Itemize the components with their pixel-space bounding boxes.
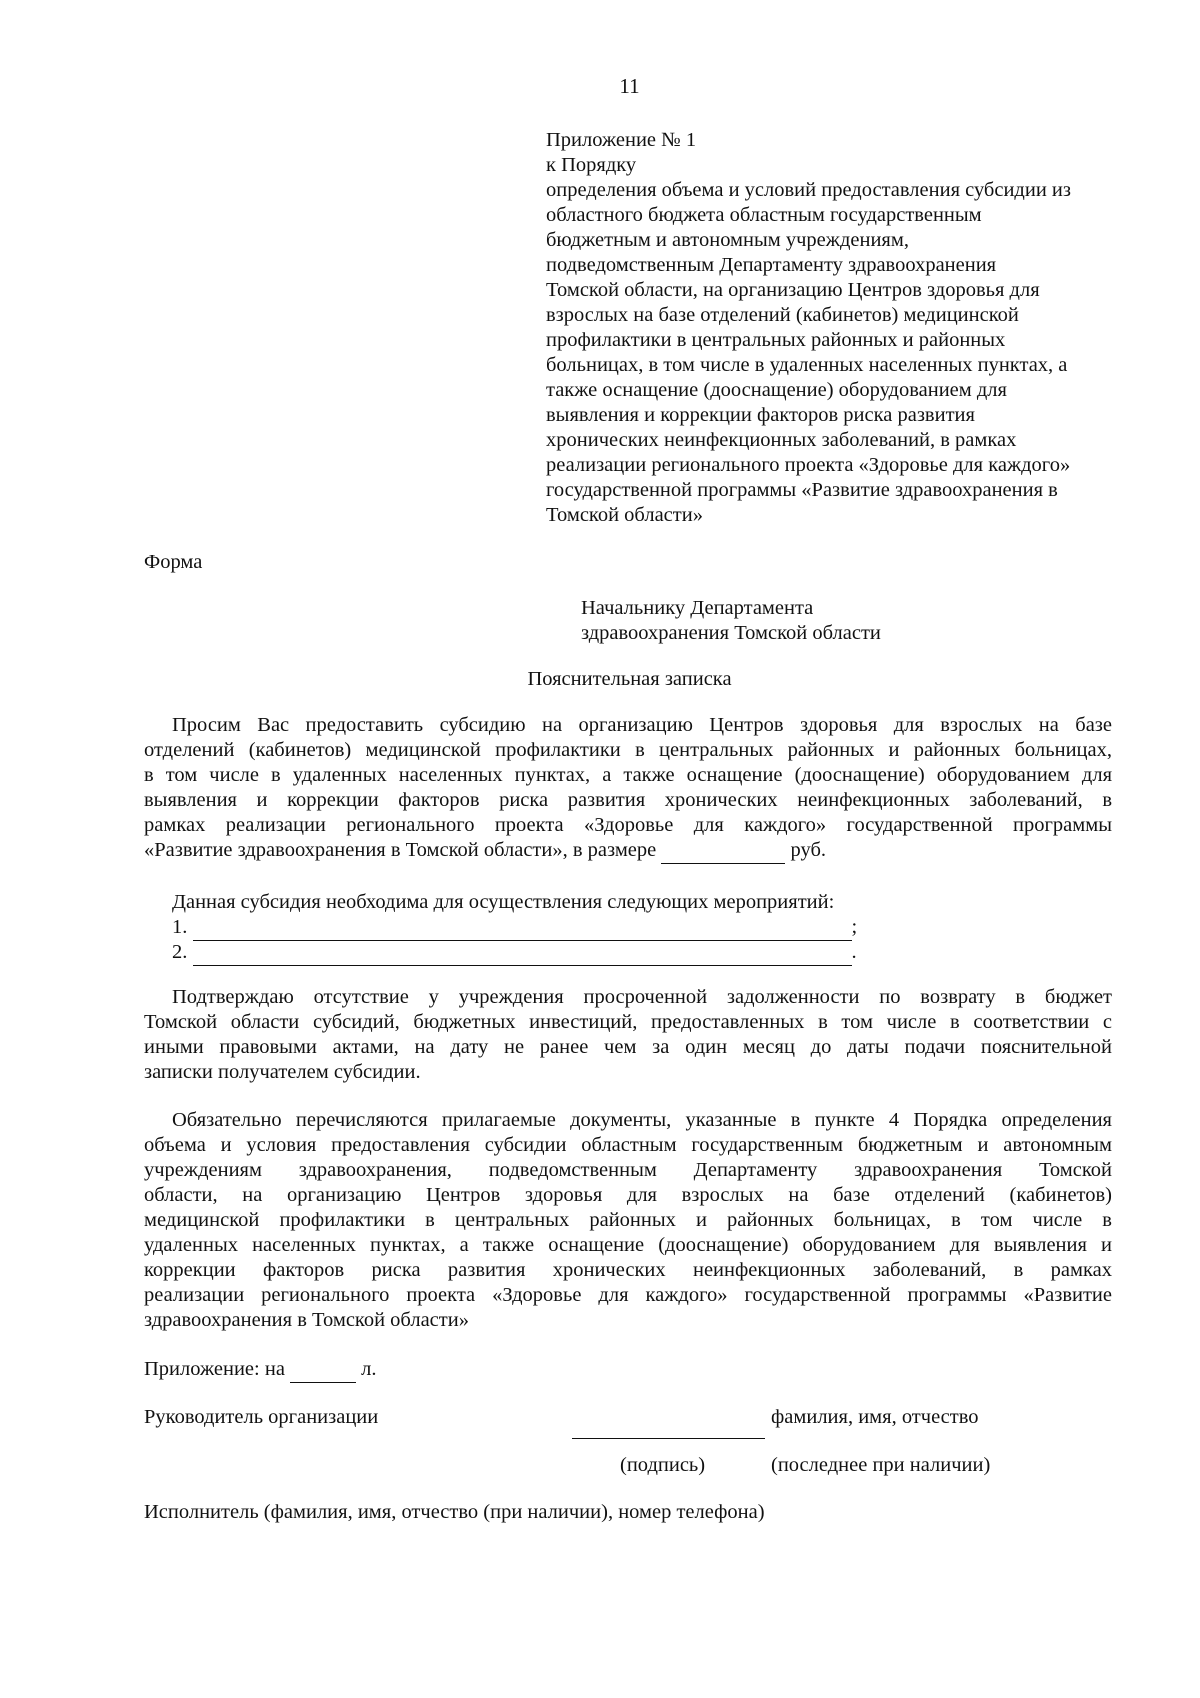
annex-header: [546, 128, 1126, 528]
measures-list: [172, 890, 857, 965]
annex-line: бюджетным и автономным учреждениям,: [546, 229, 909, 251]
request-paragraph: [144, 713, 1112, 863]
paragraph-line: медицинской профилактики в центральных районных и районных больницах, в том числе в: [144, 1209, 1112, 1231]
signature-line[interactable]: [572, 1438, 765, 1439]
annex-line: профилактики в центральных районных и районных: [546, 329, 1006, 351]
annex-line: подведомственным Департаменту здравоохранения: [546, 254, 997, 276]
paragraph-line: реализации регионального проекта «Здоровье для каждого» государственной программы «Развитие: [144, 1284, 1112, 1306]
paragraph-line: удаленных населенных пунктах, а также оснащение (дооснащение) оборудованием для выявления и: [144, 1234, 1112, 1256]
documents-paragraph: [144, 1108, 1112, 1333]
amount-blank-field[interactable]: [661, 838, 785, 864]
paragraph-line: рамках реализации регионального проекта «Здоровье для каждого» государственной программы: [144, 814, 1112, 836]
annex-line: хронических неинфекционных заболеваний, в рамках: [546, 429, 1017, 451]
measures-intro: Данная субсидия необходима для осуществления следующих мероприятий:: [172, 891, 835, 913]
confirmation-paragraph: [144, 985, 1112, 1085]
executor-line: Исполнитель (фамилия, имя, отчество (при наличии), номер телефона): [144, 1501, 765, 1523]
paragraph-line: коррекции факторов риска развития хронических неинфекционных заболеваний, в рамках: [144, 1259, 1112, 1281]
paragraph-line: Подтверждаю отсутствие у учреждения просроченной задолженности по возврату в бюджет: [172, 986, 1112, 1008]
annex-line: Томской области»: [546, 504, 703, 526]
paragraph-line: Томской области субсидий, бюджетных инвестиций, предоставленных в том числе в соответствии с: [144, 1011, 1112, 1033]
paragraph-line: учреждениям здравоохранения, подведомственным Департаменту здравоохранения Томской: [144, 1159, 1112, 1181]
paragraph-line: отделений (кабинетов) медицинской профилактики в центральных районных и районных больницах,: [144, 739, 1112, 761]
annex-line: также оснащение (дооснащение) оборудованием для: [546, 379, 1007, 401]
fio-caption: (последнее при наличии): [771, 1454, 991, 1476]
fio-label: фамилия, имя, отчество: [771, 1406, 979, 1428]
paragraph-line: здравоохранения в Томской области»: [144, 1309, 469, 1331]
annex-line: взрослых на базе отделений (кабинетов) медицинской: [546, 304, 1019, 326]
appendix-suffix: л.: [361, 1358, 377, 1380]
annex-line: больницах, в том числе в удаленных населенных пунктах, а: [546, 354, 1068, 376]
addressee: [581, 596, 881, 646]
paragraph-line: записки получателем субсидии.: [144, 1061, 421, 1083]
measure-blank-field[interactable]: [193, 940, 852, 966]
paragraph-line: в том числе в удаленных населенных пунктах, а также оснащение (дооснащение) оборудованием для: [144, 764, 1112, 786]
addressee-line: Начальнику Департамента: [581, 597, 814, 619]
measure-item: [172, 940, 857, 965]
appendix-line: [144, 1357, 377, 1383]
annex-line: Томской области, на организацию Центров здоровья для: [546, 279, 1040, 301]
annex-line: к Порядку: [546, 154, 637, 176]
annex-line: реализации регионального проекта «Здоровье для каждого»: [546, 454, 1071, 476]
document-title: Пояснительная записка: [527, 668, 732, 690]
annex-line: определения объема и условий предоставления субсидии из: [546, 179, 1072, 201]
paragraph-line: области, на организацию Центров здоровья для взрослых на базе отделений (кабинетов): [144, 1184, 1112, 1206]
paragraph-line: иными правовыми актами, на дату не ранее чем за один месяц до даты подачи пояснительной: [144, 1036, 1112, 1058]
paragraph-line: Просим Вас предоставить субсидию на организацию Центров здоровья для взрослых на базе: [172, 714, 1112, 736]
appendix-pages-field[interactable]: [290, 1357, 356, 1383]
paragraph-line: объема и условия предоставления субсидии областным государственным бюджетным и автономным: [144, 1134, 1112, 1156]
annex-line: Приложение № 1: [546, 129, 697, 151]
annex-line: выявления и коррекции факторов риска развития: [546, 404, 975, 426]
addressee-line: здравоохранения Томской области: [581, 622, 881, 644]
annex-line: областного бюджета областным государственным: [546, 204, 982, 226]
measure-end: ;: [851, 916, 858, 938]
appendix-prefix: Приложение: на: [144, 1358, 285, 1380]
measure-end: .: [851, 941, 857, 963]
head-of-organization-label: Руководитель организации: [144, 1406, 379, 1428]
measure-number: 1.: [172, 916, 188, 938]
signature-caption: (подпись): [620, 1454, 706, 1476]
form-label: Форма: [144, 551, 203, 573]
amount-currency: руб.: [790, 839, 827, 861]
page-number: 11: [619, 74, 640, 98]
measure-blank-field[interactable]: [193, 915, 852, 941]
measure-item: [172, 915, 857, 940]
paragraph-line: выявления и коррекции факторов риска развития хронических неинфекционных заболеваний, в: [144, 789, 1112, 811]
annex-line: государственной программы «Развитие здравоохранения в: [546, 479, 1058, 501]
paragraph-line: [144, 838, 1112, 863]
paragraph-line: Обязательно перечисляются прилагаемые документы, указанные в пункте 4 Порядка определения: [172, 1109, 1112, 1131]
measure-number: 2.: [172, 941, 188, 963]
amount-prefix: «Развитие здравоохранения в Томской области», в размере: [144, 839, 657, 861]
